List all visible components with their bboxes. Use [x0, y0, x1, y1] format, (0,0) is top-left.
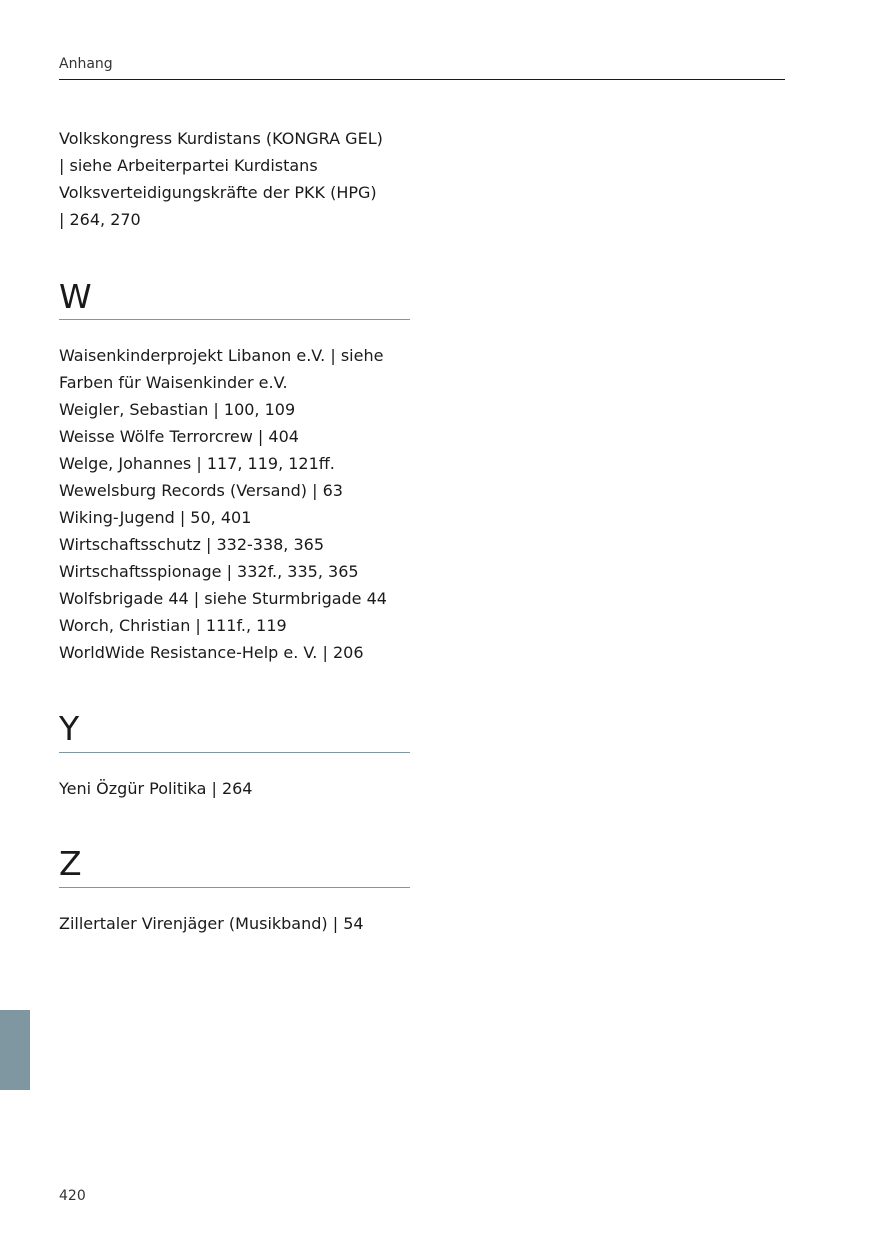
index-entry: Waisenkinderprojekt Libanon e.V. | siehe — [59, 346, 384, 365]
index-entry: Volksverteidigungskräfte der PKK (HPG) — [59, 183, 377, 202]
index-entry: Worch, Christian | 111f., 119 — [59, 616, 287, 635]
section-letter-w: W — [59, 277, 92, 316]
index-entry: Yeni Özgür Politika | 264 — [59, 779, 253, 798]
index-entry: Wirtschaftsspionage | 332f., 335, 365 — [59, 562, 359, 581]
section-rule-w — [59, 319, 410, 320]
index-entry: Farben für Waisenkinder e.V. — [59, 373, 288, 392]
index-entry: Wewelsburg Records (Versand) | 63 — [59, 481, 343, 500]
index-entry: Wiking-Jugend | 50, 401 — [59, 508, 252, 527]
header-rule — [59, 79, 785, 80]
index-entry: Volkskongress Kurdistans (KONGRA GEL) — [59, 129, 383, 148]
index-entry: | siehe Arbeiterpartei Kurdistans — [59, 156, 318, 175]
page-number: 420 — [59, 1188, 86, 1204]
index-entry: Zillertaler Virenjäger (Musikband) | 54 — [59, 914, 364, 933]
index-list-continued — [59, 125, 383, 233]
index-entry: Weisse Wölfe Terrorcrew | 404 — [59, 427, 299, 446]
running-head: Anhang — [59, 56, 113, 72]
section-letter-z: Z — [59, 844, 82, 883]
index-list-w — [59, 342, 387, 666]
index-entry: Welge, Johannes | 117, 119, 121ff. — [59, 454, 335, 473]
section-rule-z — [59, 887, 410, 888]
section-rule-y — [59, 752, 410, 753]
thumb-index-tab — [0, 1010, 30, 1090]
index-list-z — [59, 910, 364, 937]
index-entry: | 264, 270 — [59, 210, 141, 229]
index-entry: Wolfsbrigade 44 | siehe Sturmbrigade 44 — [59, 589, 387, 608]
index-entry: Wirtschaftsschutz | 332-338, 365 — [59, 535, 325, 554]
section-letter-y: Y — [59, 709, 80, 748]
index-entry: Weigler, Sebastian | 100, 109 — [59, 400, 296, 419]
index-list-y — [59, 775, 252, 802]
index-entry: WorldWide Resistance-Help e. V. | 206 — [59, 643, 364, 662]
